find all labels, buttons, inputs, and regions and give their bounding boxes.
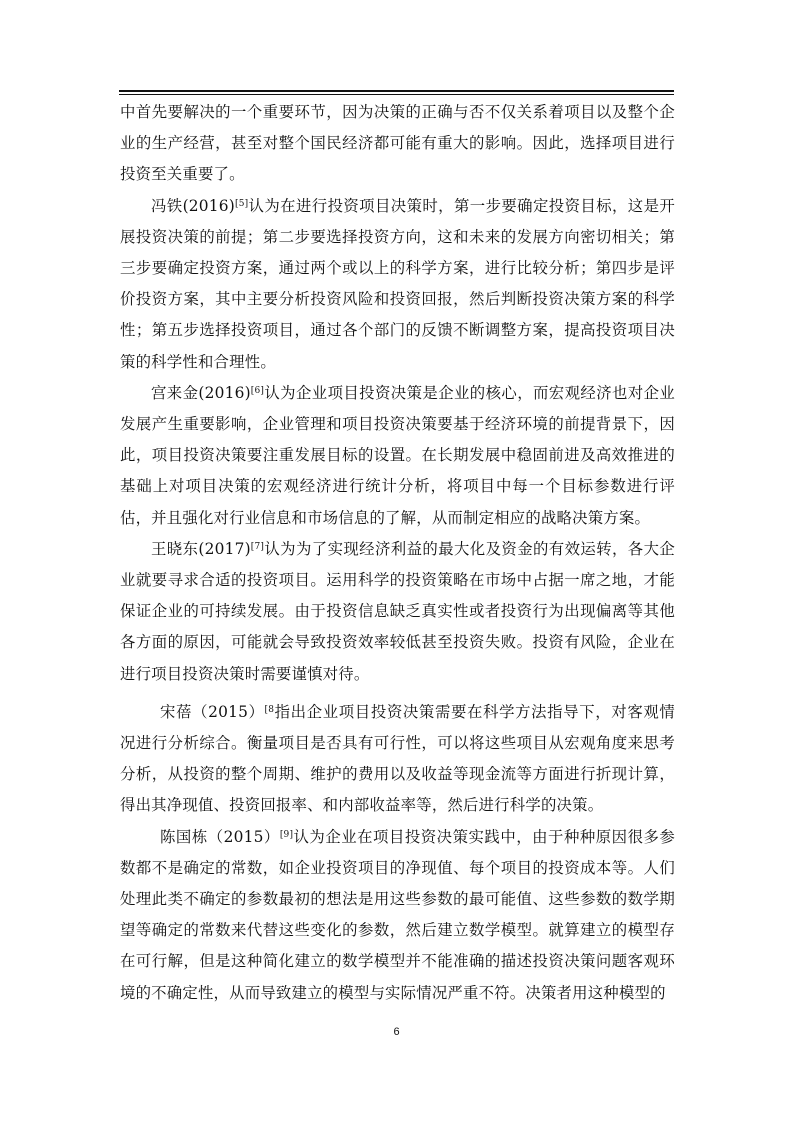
paragraph-lead: 陈国栋（2015） — [160, 827, 280, 846]
paragraph-lead: 宫来金(2016) — [151, 383, 251, 402]
paragraph-text: 中首先要解决的一个重要环节，因为决策的正确与否不仅关系着项目以及整个企业的生产经营，甚至对整个国民经济都可能有重大的影响。因此，选择项目进行投资至关重要了。 — [120, 103, 675, 184]
header-rule-thin — [119, 94, 674, 95]
page-number: 6 — [393, 1026, 400, 1038]
paragraph-continuation — [120, 97, 675, 191]
paragraph-feng-tie — [120, 191, 675, 378]
paragraph-text: 认为在进行投资项目决策时，第一步要确定投资目标，这是开展投资决策的前提；第二步要选择投资方向，这和未来的发展方向密切相关；第三步要确定投资方案，通过两个或以上的科学方案，进行比较分析；第四步是评价投资方案，其中主要分析投资风险和投资回报，然后判断投资决策方案的科学性；第五步选择投资项目，通过各个部门的反馈不断调整方案，提高投资项目决策的科学性和合理性。 — [120, 196, 675, 371]
paragraph-chen-guodong — [120, 822, 675, 1009]
citation-marker: [5] — [234, 198, 249, 209]
paragraph-text: 指出企业项目投资决策需要在科学方法指导下，对客观情况进行分析综合。衡量项目是否具有可行性，可以将这些项目从宏观角度来思考分析，从投资的整个周期、维护的费用以及收益等现金流等方面进行折现计算，得出其净现值、投资回报率、和内部收益率等，然后进行科学的决策。 — [120, 702, 675, 815]
citation-marker: [7] — [250, 541, 265, 552]
citation-marker: [8 — [264, 704, 275, 715]
paragraph-text: 认为为了实现经济利益的最大化及资金的有效运转，各大企业就要寻求合适的投资项目。运用科学的投资策略在市场中占据一席之地，才能保证企业的可持续发展。由于投资信息缺乏真实性或者投资行为出现偏离等其他各方面的原因，可能就会导致投资效率较低甚至投资失败。投资有风险，企业在进行项目投资决策时需要谨慎对待。 — [120, 539, 676, 683]
body-text — [120, 97, 675, 1009]
paragraph-gong-laijin — [120, 378, 675, 534]
paragraph-text: 认为企业项目投资决策是企业的核心，而宏观经济也对企业发展产生重要影响，企业管理和项目投资决策要基于经济环境的前提背景下，因此，项目投资决策要注重发展目标的设置。在长期发展中稳固前进及高效推进的基础上对项目决策的宏观经济进行统计分析，将项目中每一个目标参数进行评估，并且强化对行业信息和市场信息的了解，从而制定相应的战略决策方案。 — [120, 383, 676, 527]
paragraph-song-bei — [120, 697, 675, 822]
citation-marker: [6] — [250, 385, 265, 396]
paragraph-wang-xiaodong — [120, 534, 675, 690]
paragraph-text: 认为企业在项目投资决策实践中，由于种种原因很多参数都不是确定的常数，如企业投资项目的净现值、每个项目的投资成本等。人们处理此类不确定的参数最初的想法是用这些参数的最可能值、这些参数的数学期望等确定的常数来代替这些变化的参数，然后建立数学模型。就算建立的模型存在可行解，但是这种简化建立的数学模型并不能准确的描述投资决策问题客观环境的不确定性，从而导致建立的模型与实际情况严重不符。决策者用这种模型的 — [120, 827, 675, 1002]
paragraph-lead: 宋蓓（2015） — [160, 702, 265, 721]
header-rule — [119, 90, 674, 92]
citation-marker: [9] — [279, 829, 294, 840]
paragraph-lead: 冯铁(2016) — [151, 196, 235, 215]
paragraph-lead: 王晓东(2017) — [151, 539, 251, 558]
